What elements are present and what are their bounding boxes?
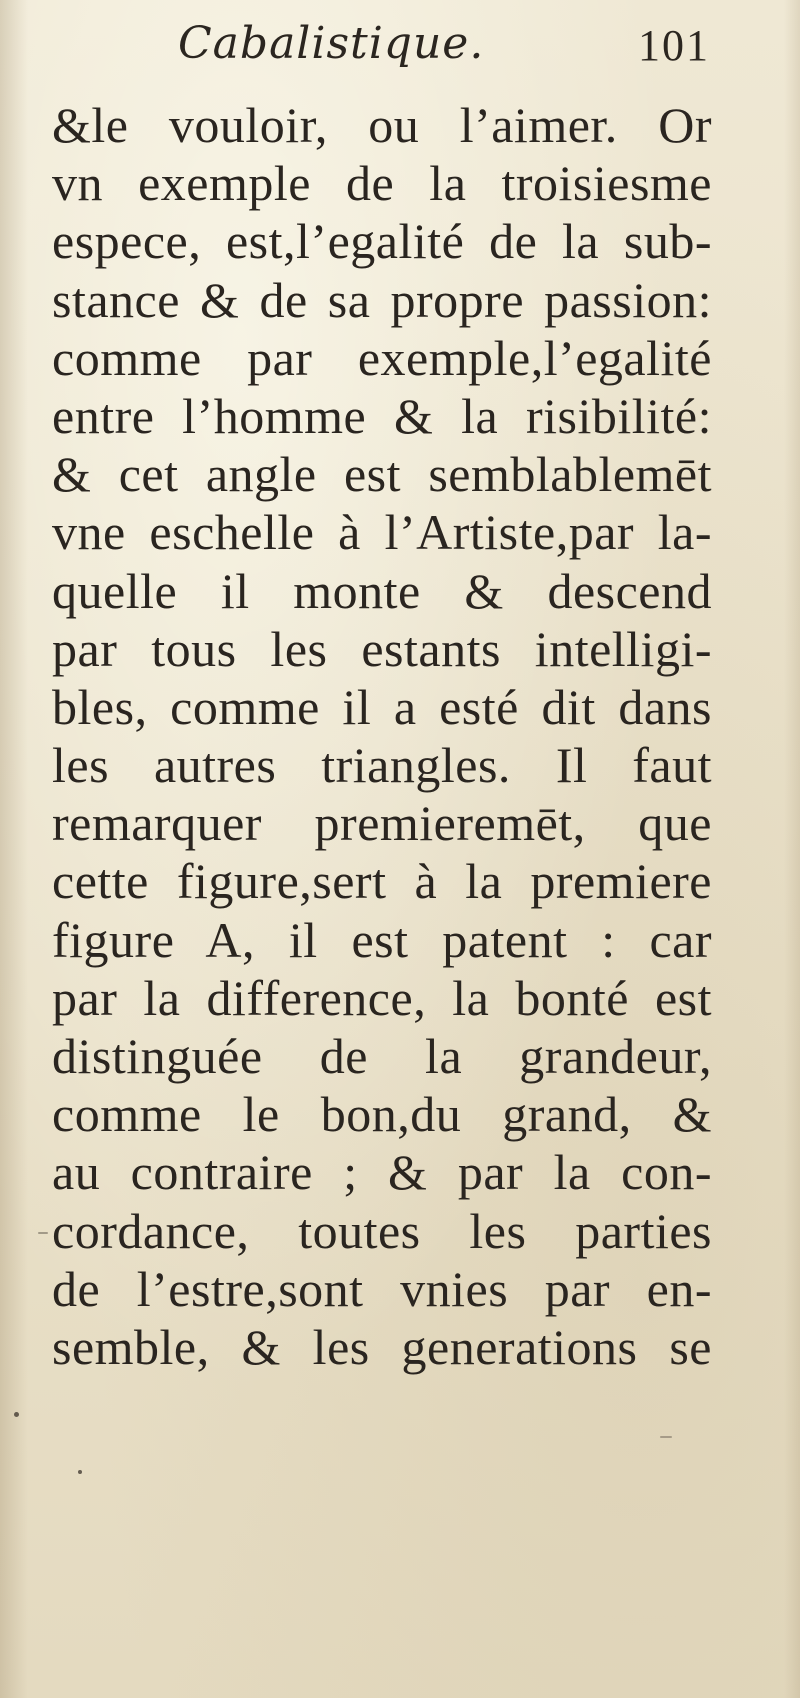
page-edge-shadow xyxy=(784,0,800,1698)
text-line: comme par exemple,l’egalité xyxy=(52,329,712,386)
text-line: par la difference, la bonté est xyxy=(52,969,712,1026)
text-line: stance & de sa propre passion: xyxy=(52,271,712,328)
text-line: de l’estre,sont vnies par en- xyxy=(52,1260,712,1317)
text-line: &le vouloir, ou l’aimer. Or xyxy=(52,97,712,153)
ink-speck xyxy=(38,1232,48,1234)
text-line: vn exemple de la troisiesme xyxy=(52,155,712,212)
text-line: cette figure,sert à la premiere xyxy=(52,853,712,910)
text-line: figure A, il est patent : car xyxy=(52,911,712,968)
text-line: quelle il monte & descend xyxy=(52,562,712,619)
text-line: au contraire ; & par la con- xyxy=(52,1144,712,1201)
ink-speck xyxy=(78,1470,82,1474)
text-line: distinguée de la grandeur, xyxy=(52,1028,712,1084)
text-line: bles, comme il a esté dit dans xyxy=(52,678,712,735)
text-line: vne eschelle à l’Artiste,par la- xyxy=(52,504,712,561)
text-line: espece, est,l’egalité de la sub- xyxy=(52,213,712,270)
ink-speck xyxy=(14,1412,19,1417)
text-line: les autres triangles. Il faut xyxy=(52,737,712,794)
text-line: par tous les estants intelligi- xyxy=(52,620,712,677)
body-text xyxy=(52,96,712,1376)
text-line: cordance, toutes les parties xyxy=(52,1202,712,1259)
ink-speck xyxy=(660,1436,672,1438)
text-line: comme le bon,du grand, & xyxy=(52,1086,712,1143)
running-title: Cabalistique. xyxy=(178,18,485,69)
text-line: & cet angle est semblablemēt xyxy=(52,446,712,503)
text-line: semble, & les generations se xyxy=(52,1318,712,1375)
text-line: entre l’homme & la risibilité: xyxy=(52,387,712,444)
page-number: 101 xyxy=(638,21,710,70)
gutter-shadow xyxy=(0,0,28,1698)
text-line: remarquer premieremēt, que xyxy=(52,795,712,852)
running-head xyxy=(150,18,710,82)
